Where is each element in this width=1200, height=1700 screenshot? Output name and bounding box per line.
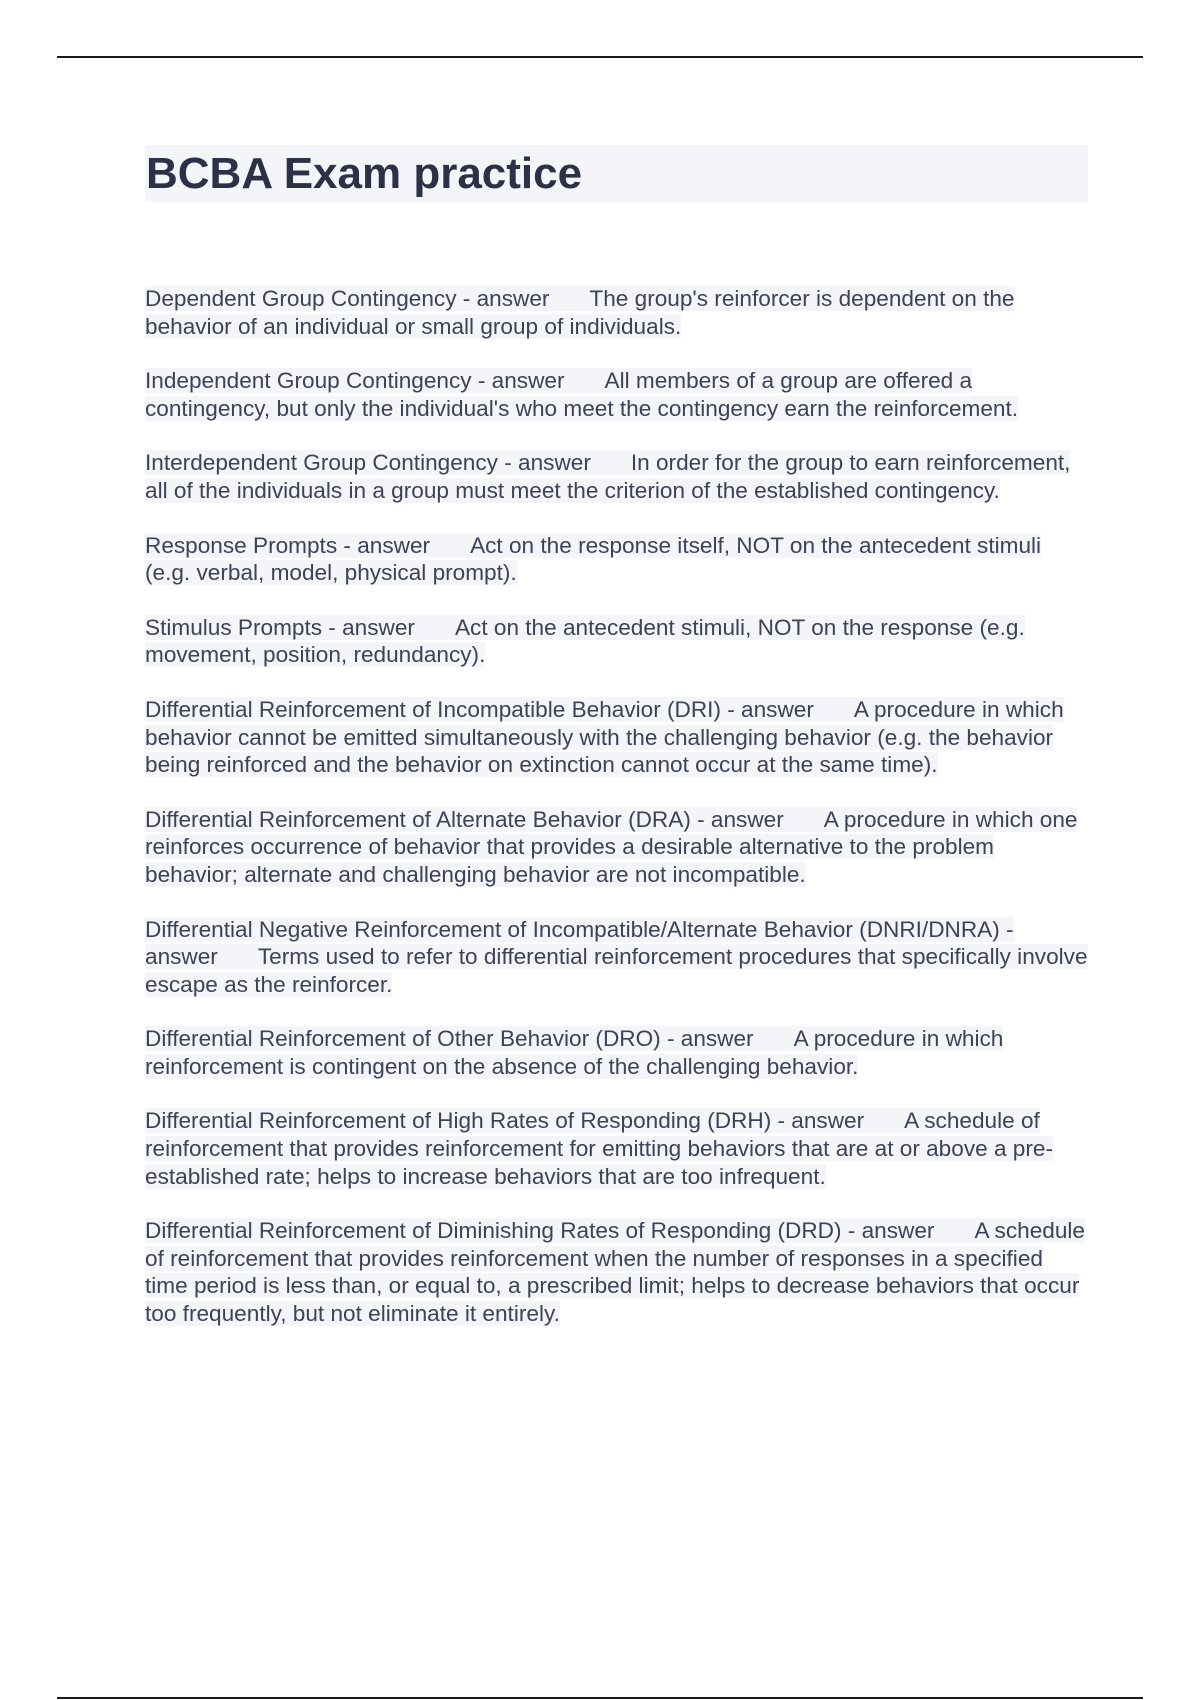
qa-definition: In order for the group to earn reinforcement, all of the individuals in a group must meet the criterion of the established contingency. bbox=[145, 450, 1071, 503]
qa-term: Differential Reinforcement of Other Behavior (DRO) - answer bbox=[145, 1026, 754, 1052]
qa-term: Differential Negative Reinforcement of Incompatible/Alternate Behavior (DNRI/DNRA) - answer bbox=[145, 916, 1014, 970]
qa-term: Differential Reinforcement of Diminishing Rates of Responding (DRD) - answer bbox=[145, 1218, 935, 1244]
qa-item bbox=[145, 532, 1090, 587]
qa-term: Interdependent Group Contingency - answer bbox=[145, 450, 591, 476]
qa-definition: A procedure in which behavior cannot be emitted simultaneously with the challenging behavior (e.g. the behavior being reinforced and the behavior on extinction cannot occur at the same time). bbox=[145, 696, 1064, 778]
qa-item bbox=[145, 1217, 1090, 1327]
qa-term: Response Prompts - answer bbox=[145, 532, 431, 558]
qa-term: Dependent Group Contingency - answer bbox=[145, 286, 550, 311]
qa-item bbox=[145, 449, 1090, 504]
qa-term: Differential Reinforcement of Incompatible Behavior (DRI) - answer bbox=[145, 696, 814, 722]
qa-item bbox=[145, 1025, 1090, 1080]
qa-item bbox=[145, 1107, 1090, 1190]
qa-item bbox=[145, 285, 1090, 340]
page-title: BCBA Exam practice bbox=[146, 149, 583, 198]
qa-term: Independent Group Contingency - answer bbox=[145, 368, 565, 394]
qa-list bbox=[145, 285, 1090, 1355]
qa-definition: A schedule of reinforcement that provides reinforcement for emitting behaviors that are at or above a pre-established rate; helps to increase behaviors that are too infrequent. bbox=[145, 1108, 1053, 1189]
top-divider bbox=[57, 56, 1143, 58]
qa-term: Differential Reinforcement of Alternate Behavior (DRA) - answer bbox=[145, 806, 784, 832]
qa-definition: Act on the response itself, NOT on the antecedent stimuli (e.g. verbal, model, physical prompt). bbox=[145, 532, 1042, 586]
bottom-divider bbox=[57, 1697, 1143, 1699]
qa-definition: A procedure in which reinforcement is contingent on the absence of the challenging behavior. bbox=[145, 1026, 1004, 1079]
qa-definition: All members of a group are offered a contingency, but only the individual's who meet the contingency earn the reinforcement. bbox=[145, 368, 1019, 421]
qa-definition: Terms used to refer to differential reinforcement procedures that specifically involve escape as the reinforcer. bbox=[145, 944, 1088, 997]
qa-item bbox=[145, 696, 1090, 779]
qa-definition: The group's reinforcer is dependent on the behavior of an individual or small group of individuals. bbox=[145, 286, 1015, 339]
qa-item bbox=[145, 806, 1090, 889]
qa-term: Stimulus Prompts - answer bbox=[145, 614, 415, 640]
qa-item bbox=[145, 916, 1090, 999]
qa-definition: A schedule of reinforcement that provides reinforcement when the number of responses in a specified time period is less than, or equal to, a prescribed limit; helps to decrease behaviors that occur too frequently, but not eliminate it entirely. bbox=[145, 1218, 1085, 1327]
qa-item bbox=[145, 614, 1090, 669]
qa-definition: A procedure in which one reinforces occurrence of behavior that provides a desirable alternative to the problem behavior; alternate and challenging behavior are not incompatible. bbox=[145, 806, 1078, 887]
qa-definition: Act on the antecedent stimuli, NOT on the response (e.g. movement, position, redundancy). bbox=[145, 614, 1025, 668]
qa-term: Differential Reinforcement of High Rates of Responding (DRH) - answer bbox=[145, 1108, 865, 1134]
qa-item bbox=[145, 367, 1090, 422]
